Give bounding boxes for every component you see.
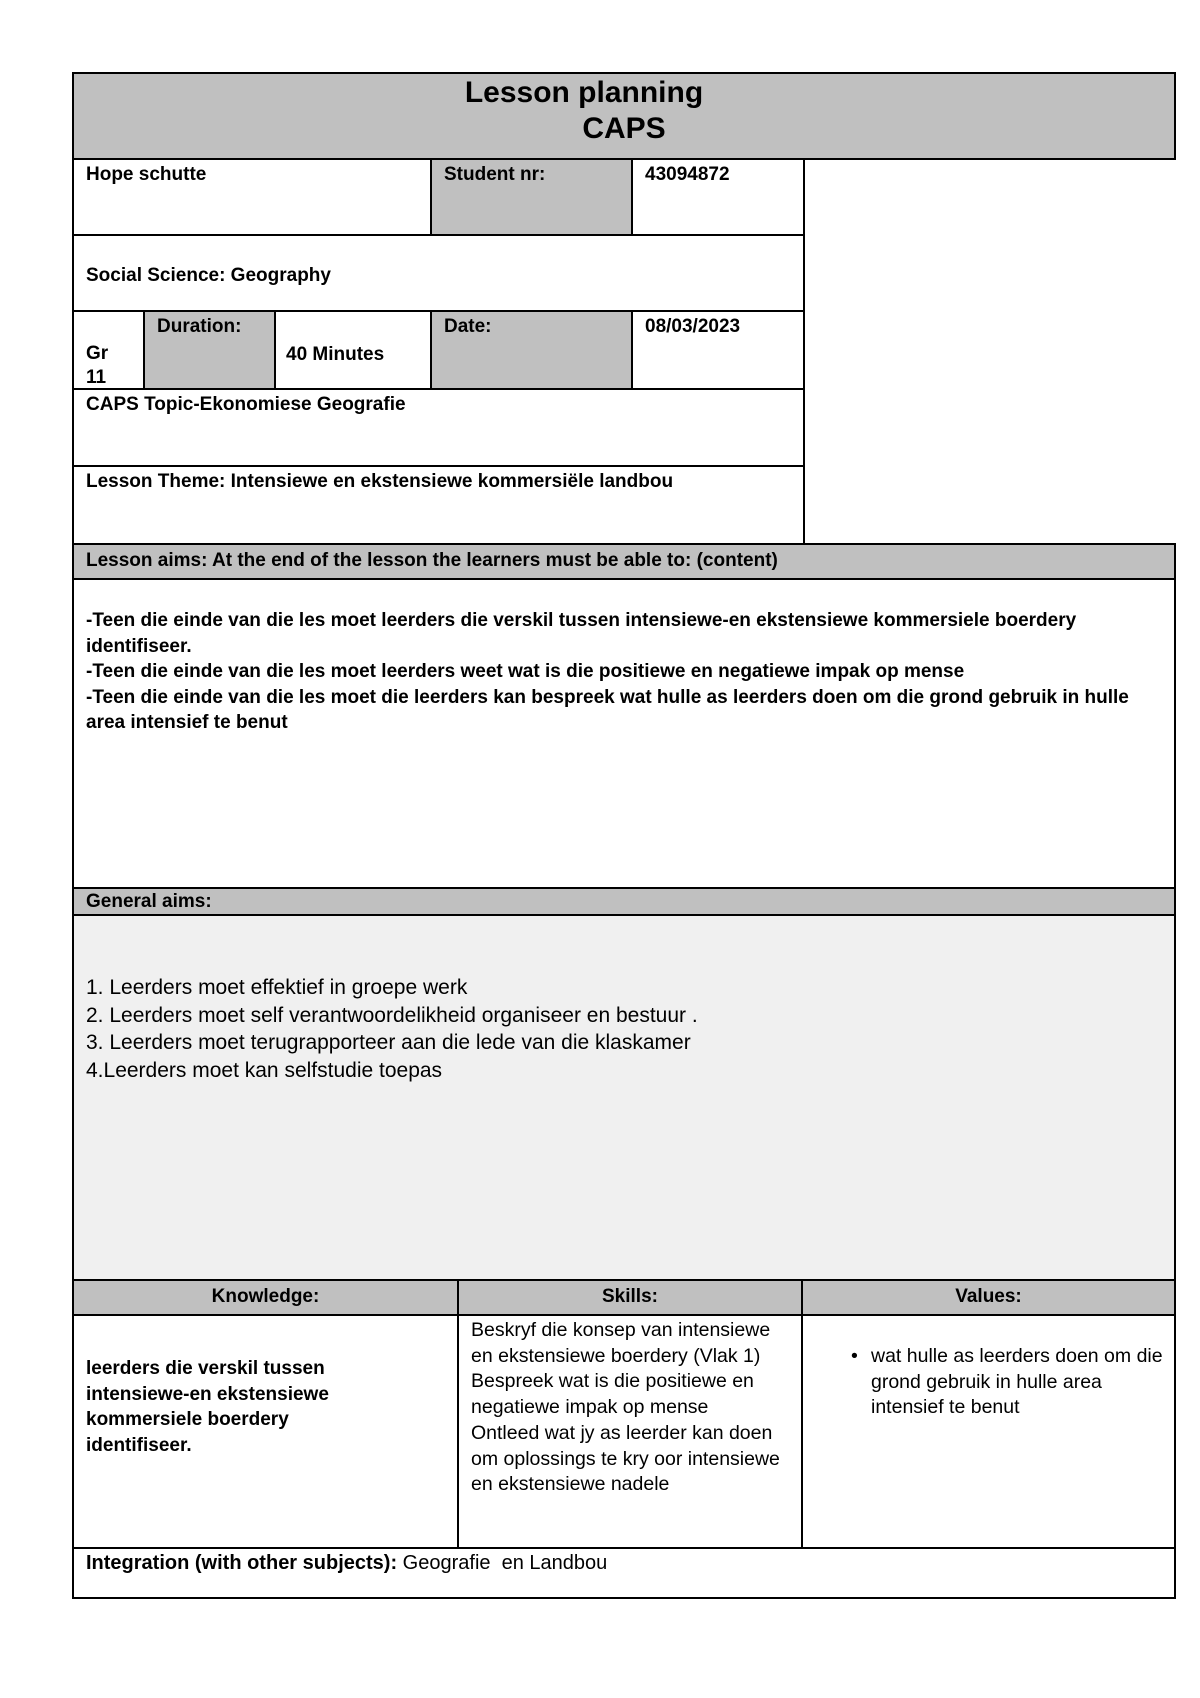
general-aims-list (86, 974, 1166, 1084)
lesson-aims-body (72, 578, 1176, 889)
integration-value: Geografie en Landbou (397, 1552, 608, 1574)
general-aim-2: 2. Leerders moet self verantwoordelikheid organiseer en bestuur . (86, 1003, 698, 1027)
values-item: • wat hulle as leerders doen om die grond gebruik in hulle area intensief te benut (841, 1344, 1171, 1421)
grade: Gr 11 (86, 343, 109, 388)
values-list (841, 1344, 1171, 1421)
values-heading-cell (801, 1279, 1176, 1316)
integration-line (86, 1551, 607, 1575)
general-aims-body (72, 914, 1176, 1281)
student-nr-label: Student nr: (444, 164, 546, 185)
general-aim-3: 3. Leerders moet terugrapporteer aan die lede van die klaskamer (86, 1031, 691, 1054)
integration-cell (72, 1547, 1176, 1599)
lesson-aim-2: -Teen die einde van die les moet leerders weet wat is die positiewe en negatiewe impak op mense (86, 661, 965, 682)
title-line-1: Lesson planning (464, 76, 704, 109)
date-label: Date: (444, 316, 492, 337)
date-value-cell (631, 310, 805, 390)
general-aims-heading-cell (72, 887, 1176, 916)
lesson-aim-3: -Teen die einde van die les moet die leerders kan bespreek wat hulle as leerders doen om die grond gebruik in hulle area intensief te benut (86, 686, 1129, 733)
duration-value-cell (274, 310, 432, 390)
duration-label: Duration: (157, 316, 242, 337)
title-line-2: CAPS (582, 112, 666, 145)
duration-label-cell (143, 310, 276, 390)
knowledge-heading: Knowledge: (211, 1286, 320, 1307)
knowledge-body-cell (72, 1314, 459, 1549)
subject: Social Science: Geography (86, 265, 331, 286)
values-body-cell (801, 1314, 1176, 1549)
caps-topic: CAPS Topic-Ekonomiese Geografie (86, 394, 406, 415)
student-nr-value-cell (631, 158, 805, 236)
title-box (72, 72, 1176, 160)
skills-heading-cell (457, 1279, 803, 1316)
skills-text: Beskryf die konsep van intensiewe en ekstensiewe boerdery (Vlak 1) Bespreek wat is die positiewe en negatiewe impak op mense Ontleed wat jy as leerder kan doen om oplossings te kry oor intensiewe en ekstensiewe nadele (471, 1319, 780, 1496)
caps-topic-cell (72, 388, 805, 467)
lesson-theme: Lesson Theme: Intensiewe en ekstensiewe kommersiële landbou (86, 471, 674, 492)
grade-cell (72, 310, 145, 390)
values-heading: Values: (955, 1286, 1022, 1307)
date-label-cell (430, 310, 633, 390)
knowledge-heading-cell (72, 1279, 459, 1316)
subject-cell (72, 234, 805, 312)
lesson-aims-heading: Lesson aims: At the end of the lesson the learners must be able to: (content) (86, 550, 778, 571)
student-nr-value: 43094872 (645, 164, 730, 185)
skills-body-cell (457, 1314, 803, 1549)
knowledge-text: leerders die verskil tussen intensiewe-en ekstensiewe kommersiele boerdery identifiseer. (86, 1358, 329, 1456)
student-nr-label-cell (430, 158, 633, 236)
general-aim-4: 4.Leerders moet kan selfstudie toepas (86, 1058, 443, 1082)
skills-heading: Skills: (602, 1286, 658, 1307)
lesson-aim-1: -Teen die einde van die les moet leerders die verskil tussen intensiewe-en ekstensiewe kommersiele boerdery identifiseer. (86, 610, 1077, 657)
duration-value: 40 Minutes (286, 344, 385, 365)
lesson-theme-cell (72, 465, 805, 545)
lesson-aims-heading-cell (72, 543, 1176, 580)
lesson-aims-list (86, 608, 1166, 736)
general-aims-heading: General aims: (86, 891, 212, 912)
student-name: Hope schutte (86, 164, 207, 185)
integration-label: Integration (with other subjects): (86, 1552, 398, 1574)
date-value: 08/03/2023 (645, 316, 741, 337)
general-aim-1: 1. Leerders moet effektief in groepe werk (86, 976, 468, 999)
student-name-cell (72, 158, 432, 236)
